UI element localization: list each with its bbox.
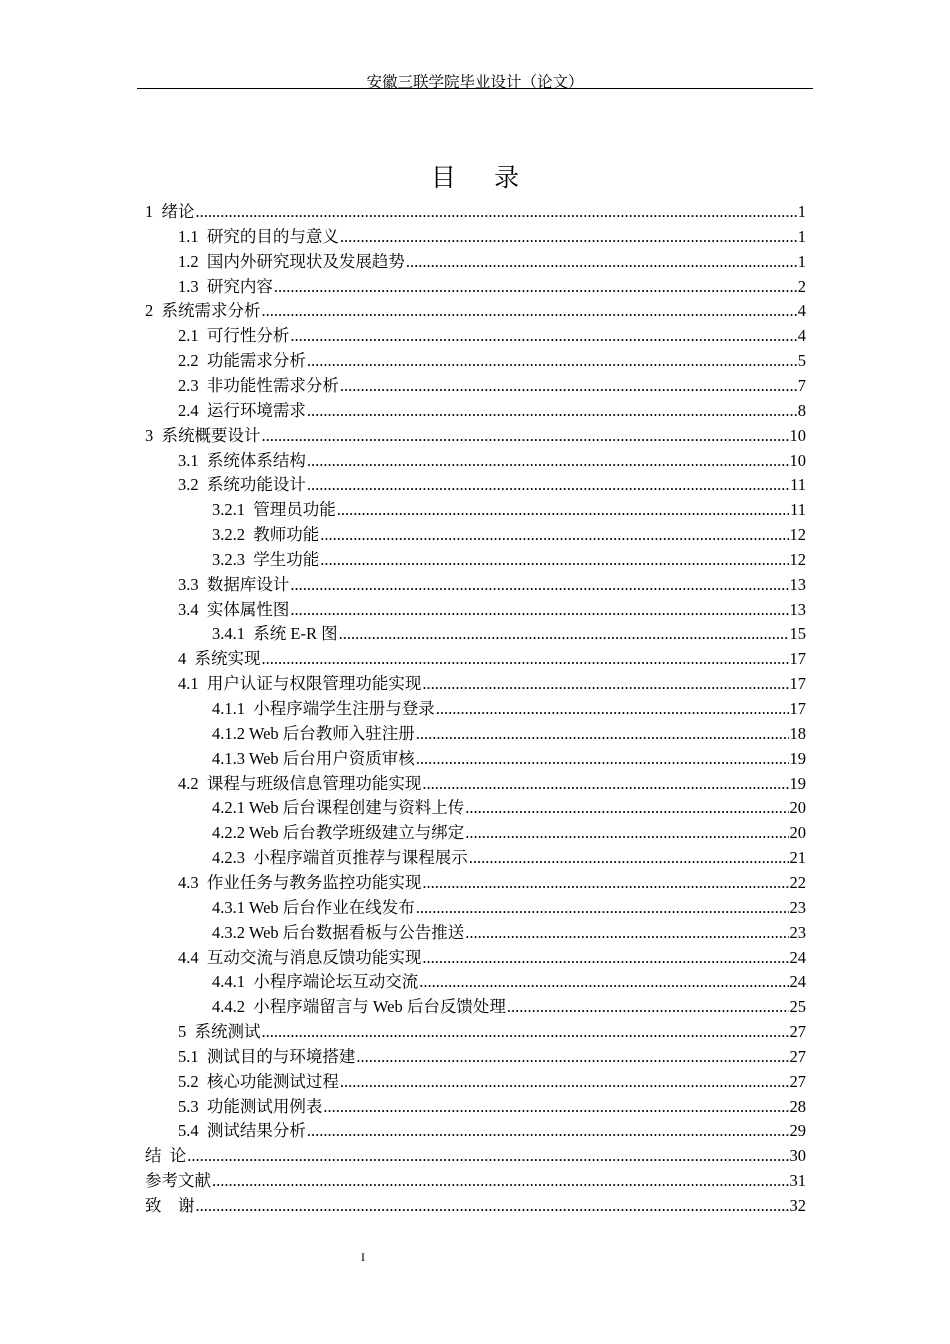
dot-leader — [340, 225, 797, 249]
toc-entry-page: 22 — [789, 872, 806, 892]
toc-entry-page: 24 — [789, 972, 806, 992]
dot-leader — [419, 970, 788, 994]
toc-entry-label: 4 系统实现 — [178, 649, 261, 669]
toc-entry-label: 1 绪论 — [145, 202, 195, 221]
toc-entry[interactable] — [212, 523, 806, 547]
toc-entry-label: 3.2.1 管理员功能 — [212, 500, 336, 520]
toc-entry-label: 4.1.2 Web 后台教师入驻注册 — [212, 723, 415, 743]
toc-entry-page: 21 — [789, 848, 806, 868]
toc-entry-label: 1.3 研究内容 — [178, 276, 273, 296]
toc-entry[interactable] — [178, 598, 806, 622]
toc-entry[interactable] — [178, 1119, 806, 1143]
toc-entry-page: 4 — [797, 326, 806, 346]
dot-leader — [290, 324, 796, 348]
toc-entry-label: 5.3 功能测试用例表 — [178, 1096, 323, 1116]
dot-leader — [416, 722, 789, 746]
toc-entry-page: 27 — [789, 1046, 806, 1066]
toc-entry-page: 10 — [789, 425, 806, 445]
dot-leader — [320, 523, 788, 547]
toc-entry[interactable] — [212, 821, 806, 845]
toc-entry-label: 致 谢 — [145, 1196, 195, 1215]
toc-entry-page: 32 — [789, 1196, 806, 1215]
toc-entry-label: 结 论 — [145, 1146, 187, 1166]
toc-entry-page: 19 — [789, 748, 806, 768]
toc-entry[interactable] — [178, 374, 806, 398]
toc-entry-page: 23 — [789, 897, 806, 917]
toc-entry-label: 4.2.2 Web 后台教学班级建立与绑定 — [212, 823, 465, 843]
toc-entry-page: 5 — [797, 351, 806, 371]
toc-entry[interactable] — [178, 1070, 806, 1094]
toc-entry[interactable] — [178, 1045, 806, 1069]
toc-entry[interactable] — [178, 250, 806, 274]
toc-entry[interactable] — [178, 772, 806, 796]
toc-entry-page: 30 — [789, 1146, 806, 1166]
toc-entry-label: 3.1 系统体系结构 — [178, 450, 306, 470]
toc-entry-label: 2.1 可行性分析 — [178, 326, 290, 346]
dot-leader — [507, 995, 789, 1019]
toc-entry-page: 11 — [790, 500, 806, 520]
dot-leader — [262, 424, 789, 448]
toc-entry[interactable] — [178, 225, 806, 249]
toc-entry-label: 5.2 核心功能测试过程 — [178, 1071, 339, 1091]
toc-entry-page: 8 — [797, 400, 806, 420]
toc-entry[interactable] — [145, 1144, 806, 1168]
toc-entry-page: 12 — [789, 525, 806, 545]
toc-entry-label: 4.3.2 Web 后台数据看板与公告推送 — [212, 922, 465, 942]
toc-entry-page: 13 — [789, 574, 806, 594]
toc-entry-label: 4.1.3 Web 后台用户资质审核 — [212, 748, 415, 768]
toc-entry[interactable] — [212, 796, 806, 820]
toc-entry-page: 15 — [789, 624, 806, 644]
dot-leader — [339, 622, 789, 646]
toc-entry-page: 20 — [789, 798, 806, 818]
toc-entry-page: 2 — [797, 276, 806, 296]
toc-entry[interactable] — [145, 424, 806, 448]
toc-entry[interactable] — [145, 1194, 806, 1218]
toc-entry[interactable] — [178, 275, 806, 299]
toc-entry-label: 3.2.3 学生功能 — [212, 549, 320, 569]
toc-entry-label: 3.3 数据库设计 — [178, 574, 290, 594]
toc-entry[interactable] — [212, 548, 806, 572]
dot-leader — [465, 921, 788, 945]
toc-entry[interactable] — [178, 871, 806, 895]
dot-leader — [307, 1119, 789, 1143]
toc-entry-page: 11 — [790, 475, 806, 495]
toc-entry-page: 17 — [789, 699, 806, 718]
dot-leader — [307, 449, 789, 473]
toc-entry-page: 17 — [789, 649, 806, 669]
dot-leader — [436, 697, 789, 721]
toc-entry-page: 31 — [789, 1171, 806, 1191]
dot-leader — [262, 1020, 789, 1044]
dot-leader — [422, 672, 788, 696]
toc-entry-page: 23 — [789, 922, 806, 942]
toc-entry-page: 13 — [789, 599, 806, 619]
dot-leader — [187, 1144, 788, 1168]
toc-entry-page: 19 — [789, 773, 806, 793]
toc-entry-label: 2.3 非功能性需求分析 — [178, 375, 339, 395]
toc-entry[interactable] — [178, 324, 806, 348]
dot-leader — [416, 896, 789, 920]
dot-leader — [465, 821, 788, 845]
toc-entry-label: 3.4 实体属性图 — [178, 599, 290, 619]
toc-entry-page: 29 — [789, 1121, 806, 1141]
toc-entry-label: 4.1.1 小程序端学生注册与登录 — [212, 699, 435, 718]
toc-entry-label: 2.2 功能需求分析 — [178, 351, 306, 371]
dot-leader — [465, 796, 788, 820]
toc-entry-label: 4.2.1 Web 后台课程创建与资料上传 — [212, 798, 465, 818]
toc-entry[interactable] — [145, 200, 806, 224]
toc-entry[interactable] — [212, 622, 806, 646]
dot-leader — [274, 275, 797, 299]
toc-entry-label: 4.3.1 Web 后台作业在线发布 — [212, 897, 415, 917]
dot-leader — [307, 349, 797, 373]
toc-entry-page: 25 — [789, 997, 806, 1017]
toc-entry-label: 5.1 测试目的与环境搭建 — [178, 1046, 356, 1066]
dot-leader — [262, 299, 797, 323]
toc-entry-page: 1 — [797, 226, 806, 246]
toc-entry[interactable] — [178, 473, 806, 497]
toc-entry-label: 4.1 用户认证与权限管理功能实现 — [178, 674, 422, 694]
toc-entry[interactable] — [212, 697, 806, 721]
toc-entry-label: 2.4 运行环境需求 — [178, 400, 306, 420]
dot-leader — [290, 573, 788, 597]
toc-entry[interactable] — [145, 1169, 806, 1193]
toc-entry[interactable] — [178, 647, 806, 671]
dot-leader — [196, 1194, 789, 1218]
page-header: 安徽三联学院毕业设计（论文） — [366, 74, 584, 91]
toc-entry-label: 4.2.3 小程序端首页推荐与课程展示 — [212, 848, 468, 868]
toc-entry-page: 7 — [797, 375, 806, 395]
dot-leader — [469, 846, 789, 870]
toc-title: 目 录 — [430, 165, 536, 192]
toc-entry-label: 4.3 作业任务与教务监控功能实现 — [178, 872, 422, 892]
toc-entry-page: 24 — [789, 947, 806, 967]
toc-entry-label: 2 系统需求分析 — [145, 301, 261, 321]
toc-entry-label: 5 系统测试 — [178, 1022, 261, 1042]
toc-entry[interactable] — [212, 846, 806, 870]
dot-leader — [290, 598, 788, 622]
toc-entry-label: 3.2 系统功能设计 — [178, 475, 306, 495]
toc-entry-page: 18 — [789, 723, 806, 743]
dot-leader — [323, 1095, 788, 1119]
toc-entry-label: 4.4 互动交流与消息反馈功能实现 — [178, 947, 422, 967]
dot-leader — [340, 1070, 789, 1094]
dot-leader — [422, 772, 788, 796]
toc-entry-label: 4.4.1 小程序端论坛互动交流 — [212, 972, 419, 992]
toc-entry[interactable] — [212, 722, 806, 746]
toc-entry-page: 4 — [797, 301, 806, 321]
toc-entry-page: 12 — [789, 549, 806, 569]
dot-leader — [406, 250, 797, 274]
toc-entry[interactable] — [178, 399, 806, 423]
toc-entry-label: 1.1 研究的目的与意义 — [178, 226, 339, 246]
toc-entry[interactable] — [145, 299, 806, 323]
toc-entry-label: 1.2 国内外研究现状及发展趋势 — [178, 251, 405, 271]
toc-entry[interactable] — [212, 921, 806, 945]
toc-entry[interactable] — [212, 498, 806, 522]
dot-leader — [422, 871, 788, 895]
toc-entry-page: 1 — [797, 251, 806, 271]
toc-entry-label: 参考文献 — [145, 1171, 211, 1191]
toc-entry[interactable] — [178, 1020, 806, 1044]
toc-entry-label: 5.4 测试结果分析 — [178, 1121, 306, 1141]
dot-leader — [337, 498, 789, 522]
toc-entry[interactable] — [178, 449, 806, 473]
toc-entry[interactable] — [212, 896, 806, 920]
toc-entry-page: 27 — [789, 1071, 806, 1091]
dot-leader — [320, 548, 788, 572]
dot-leader — [422, 946, 788, 970]
toc-entry[interactable] — [212, 970, 806, 994]
toc-entry[interactable] — [212, 747, 806, 771]
toc-entry[interactable] — [178, 1095, 806, 1119]
dot-leader — [416, 747, 789, 771]
toc-entry-label: 4.4.2 小程序端留言与 Web 后台反馈处理 — [212, 997, 506, 1017]
toc-entry-page: 28 — [789, 1096, 806, 1116]
toc-entry-page: 17 — [789, 674, 806, 694]
toc-entry-label: 3.4.1 系统 E-R 图 — [212, 624, 338, 644]
dot-leader — [262, 647, 789, 671]
dot-leader — [307, 473, 789, 497]
toc-entry-label: 3.2.2 教师功能 — [212, 525, 320, 545]
toc-entry[interactable] — [178, 946, 806, 970]
dot-leader — [356, 1045, 788, 1069]
toc-entry[interactable] — [178, 349, 806, 373]
toc-entry[interactable] — [212, 995, 806, 1019]
dot-leader — [212, 1169, 789, 1193]
toc-entry-page: 20 — [789, 823, 806, 843]
page-number: I — [361, 1250, 365, 1264]
dot-leader — [307, 399, 797, 423]
dot-leader — [196, 200, 797, 224]
dot-leader — [340, 374, 797, 398]
header-rule — [137, 88, 813, 89]
toc-entry-page: 10 — [789, 450, 806, 470]
toc-entry[interactable] — [178, 672, 806, 696]
toc-entry-label: 3 系统概要设计 — [145, 425, 261, 445]
toc-entry-page: 27 — [789, 1022, 806, 1042]
toc-entry-page: 1 — [797, 202, 806, 221]
toc-entry-label: 4.2 课程与班级信息管理功能实现 — [178, 773, 422, 793]
toc-entry[interactable] — [178, 573, 806, 597]
